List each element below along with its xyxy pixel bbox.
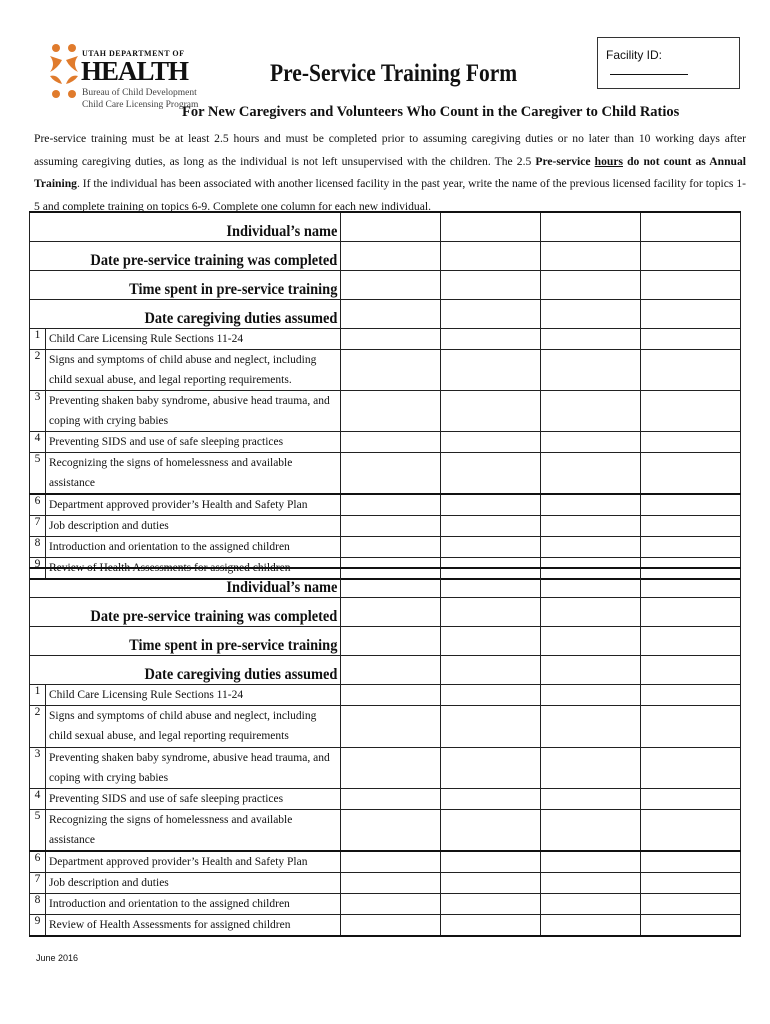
footer-date: June 2016 — [36, 953, 79, 963]
topic-text: Review of Health Assessments for assigned children — [46, 915, 341, 937]
entry-cell[interactable] — [541, 328, 641, 349]
topic-number: 9 — [30, 558, 46, 580]
entry-cell[interactable] — [341, 915, 441, 937]
topic-text: Department approved provider’s Health and Safety Plan — [46, 851, 341, 873]
topic-row — [30, 431, 741, 452]
entry-cell[interactable] — [341, 626, 441, 655]
entry-cell[interactable] — [441, 626, 541, 655]
entry-cell[interactable] — [641, 270, 741, 299]
entry-cell[interactable] — [341, 452, 441, 494]
topic-number: 7 — [30, 516, 46, 537]
topic-text: Preventing shaken baby syndrome, abusive head trauma, and coping with crying babies — [46, 390, 341, 431]
logo-program: Child Care Licensing Program — [82, 100, 199, 110]
entry-cell[interactable] — [641, 851, 741, 873]
entry-cell[interactable] — [541, 568, 641, 597]
entry-cell[interactable] — [441, 537, 541, 558]
header-label — [30, 655, 341, 684]
topic-text: Job description and duties — [46, 516, 341, 537]
entry-cell[interactable] — [641, 873, 741, 894]
topic-row — [30, 537, 741, 558]
entry-cell[interactable] — [341, 684, 441, 705]
entry-cell[interactable] — [641, 568, 741, 597]
entry-cell[interactable] — [341, 894, 441, 915]
entry-cell[interactable] — [341, 270, 441, 299]
entry-cell[interactable] — [641, 705, 741, 747]
page-subtitle: For New Caregivers and Volunteers Who Count in the Caregiver to Child Ratios — [182, 104, 680, 120]
header-row — [30, 299, 741, 328]
entry-cell[interactable] — [541, 597, 641, 626]
header-label — [30, 626, 341, 655]
topic-row — [30, 390, 741, 431]
entry-cell[interactable] — [541, 349, 641, 390]
entry-cell[interactable] — [341, 431, 441, 452]
logo-bureau: Bureau of Child Development — [82, 88, 197, 98]
header-label-text: Individual’s name — [225, 222, 338, 240]
entry-cell[interactable] — [441, 705, 541, 747]
entry-cell[interactable] — [341, 851, 441, 873]
topic-number: 2 — [30, 705, 46, 747]
entry-cell[interactable] — [341, 212, 441, 241]
header-label — [30, 597, 341, 626]
entry-cell[interactable] — [341, 568, 441, 597]
intro-text-1: Pre-service training must be at least 2.5 hours and must be completed prior to assuming caregiving duties or no later than 10 working days after assuming caregiving duties, as long as the individual is not left unsupervised with the children. The 2.5 — [34, 132, 746, 168]
header-label — [30, 299, 341, 328]
training-table-2 — [29, 567, 741, 937]
topic-number: 8 — [30, 894, 46, 915]
entry-cell[interactable] — [441, 328, 541, 349]
topic-row — [30, 809, 741, 851]
entry-cell[interactable] — [441, 349, 541, 390]
topic-row — [30, 851, 741, 873]
entry-cell[interactable] — [641, 212, 741, 241]
topic-text: Preventing SIDS and use of safe sleeping practices — [46, 788, 341, 809]
entry-cell[interactable] — [541, 809, 641, 851]
entry-cell[interactable] — [541, 537, 641, 558]
intro-paragraph — [34, 128, 746, 218]
entry-cell[interactable] — [641, 597, 741, 626]
header-label-text: Date caregiving duties assumed — [144, 309, 338, 327]
entry-cell[interactable] — [341, 873, 441, 894]
topic-text: Child Care Licensing Rule Sections 11-24 — [46, 328, 341, 349]
entry-cell[interactable] — [441, 851, 541, 873]
header-label-text: Date caregiving duties assumed — [144, 665, 338, 683]
topic-number: 1 — [30, 684, 46, 705]
entry-cell[interactable] — [341, 705, 441, 747]
entry-cell[interactable] — [341, 537, 441, 558]
topic-number: 8 — [30, 537, 46, 558]
topic-number: 9 — [30, 915, 46, 937]
entry-cell[interactable] — [641, 747, 741, 788]
topic-text: Signs and symptoms of child abuse and neglect, including child sexual abuse, and legal reporting requirements — [46, 705, 341, 747]
entry-cell[interactable] — [441, 747, 541, 788]
entry-cell[interactable] — [541, 915, 641, 937]
entry-cell[interactable] — [641, 915, 741, 937]
entry-cell[interactable] — [441, 894, 541, 915]
topic-row — [30, 452, 741, 494]
entry-cell[interactable] — [541, 655, 641, 684]
entry-cell[interactable] — [541, 241, 641, 270]
entry-cell[interactable] — [441, 390, 541, 431]
header-label — [30, 241, 341, 270]
entry-cell[interactable] — [441, 809, 541, 851]
entry-cell[interactable] — [641, 390, 741, 431]
entry-cell[interactable] — [541, 851, 641, 873]
intro-bold-2: do not count as Annual Training — [34, 154, 746, 190]
topic-text: Preventing shaken baby syndrome, abusive head trauma, and coping with crying babies — [46, 747, 341, 788]
entry-cell[interactable] — [341, 516, 441, 537]
entry-cell[interactable] — [641, 299, 741, 328]
topic-number: 4 — [30, 431, 46, 452]
topic-number: 1 — [30, 328, 46, 349]
entry-cell[interactable] — [641, 537, 741, 558]
entry-cell[interactable] — [641, 349, 741, 390]
topic-row — [30, 747, 741, 788]
header-label-text: Date pre-service training was completed — [90, 251, 338, 269]
facility-id-label: Facility ID: — [606, 48, 663, 62]
topic-row — [30, 349, 741, 390]
topic-row — [30, 873, 741, 894]
header-row — [30, 212, 741, 241]
entry-cell[interactable] — [541, 705, 641, 747]
logo-health: HEALTH — [81, 56, 189, 86]
topic-row — [30, 788, 741, 809]
entry-cell[interactable] — [541, 299, 641, 328]
entry-cell[interactable] — [641, 494, 741, 516]
topic-text: Introduction and orientation to the assigned children — [46, 537, 341, 558]
entry-cell[interactable] — [341, 747, 441, 788]
entry-cell[interactable] — [441, 873, 541, 894]
header-row — [30, 270, 741, 299]
topic-text: Review of Health Assessments for assigned children — [46, 558, 341, 580]
entry-cell[interactable] — [641, 894, 741, 915]
entry-cell[interactable] — [441, 494, 541, 516]
entry-cell[interactable] — [641, 684, 741, 705]
topic-number: 4 — [30, 788, 46, 809]
entry-cell[interactable] — [441, 431, 541, 452]
topic-text: Introduction and orientation to the assigned children — [46, 894, 341, 915]
entry-cell[interactable] — [641, 431, 741, 452]
header-row — [30, 241, 741, 270]
entry-cell[interactable] — [541, 452, 641, 494]
entry-cell[interactable] — [541, 626, 641, 655]
entry-cell[interactable] — [641, 516, 741, 537]
topic-text: Preventing SIDS and use of safe sleeping practices — [46, 431, 341, 452]
intro-bold-1: Pre-service — [535, 154, 591, 168]
topic-text: Department approved provider’s Health and Safety Plan — [46, 494, 341, 516]
header-label-text: Time spent in pre-service training — [128, 280, 338, 298]
entry-cell[interactable] — [541, 788, 641, 809]
header-label-text: Individual’s name — [225, 578, 338, 596]
entry-cell[interactable] — [641, 452, 741, 494]
entry-cell[interactable] — [441, 299, 541, 328]
entry-cell[interactable] — [341, 597, 441, 626]
entry-cell[interactable] — [341, 241, 441, 270]
topic-row — [30, 516, 741, 537]
header-row — [30, 626, 741, 655]
topic-number: 6 — [30, 851, 46, 873]
topic-number: 5 — [30, 452, 46, 494]
topic-number: 6 — [30, 494, 46, 516]
entry-cell[interactable] — [341, 655, 441, 684]
entry-cell[interactable] — [441, 684, 541, 705]
logo-dept: UTAH DEPARTMENT OF — [82, 49, 185, 58]
entry-cell[interactable] — [541, 431, 641, 452]
topic-row — [30, 915, 741, 937]
entry-cell[interactable] — [441, 915, 541, 937]
entry-cell[interactable] — [541, 747, 641, 788]
intro-text-2: . If the individual has been associated with another licensed facility in the past year, write the name of the previous licensed facility for topics 1-5 and complete training on topics 6-9. Complete one column for each new individual. — [34, 177, 746, 213]
entry-cell[interactable] — [441, 516, 541, 537]
entry-cell[interactable] — [441, 655, 541, 684]
entry-cell[interactable] — [541, 390, 641, 431]
intro-underline: hours — [594, 154, 623, 168]
topic-number: 7 — [30, 873, 46, 894]
entry-cell[interactable] — [641, 241, 741, 270]
entry-cell[interactable] — [441, 597, 541, 626]
topic-row — [30, 494, 741, 516]
header-label-text: Date pre-service training was completed — [90, 607, 338, 625]
entry-cell[interactable] — [441, 788, 541, 809]
entry-cell[interactable] — [541, 270, 641, 299]
entry-cell[interactable] — [341, 328, 441, 349]
header-row — [30, 655, 741, 684]
entry-cell[interactable] — [341, 349, 441, 390]
entry-cell[interactable] — [541, 684, 641, 705]
topic-number: 5 — [30, 809, 46, 851]
entry-cell[interactable] — [441, 568, 541, 597]
entry-cell[interactable] — [441, 452, 541, 494]
entry-cell[interactable] — [641, 328, 741, 349]
entry-cell[interactable] — [641, 809, 741, 851]
entry-cell[interactable] — [541, 873, 641, 894]
entry-cell[interactable] — [441, 241, 541, 270]
topic-text: Job description and duties — [46, 873, 341, 894]
entry-cell[interactable] — [441, 212, 541, 241]
header-row — [30, 597, 741, 626]
entry-cell[interactable] — [641, 655, 741, 684]
topic-number: 3 — [30, 390, 46, 431]
entry-cell[interactable] — [341, 494, 441, 516]
topic-text: Child Care Licensing Rule Sections 11-24 — [46, 684, 341, 705]
topic-number: 3 — [30, 747, 46, 788]
training-table-1 — [29, 211, 741, 580]
topic-text: Signs and symptoms of child abuse and neglect, including child sexual abuse, and legal reporting requirements. — [46, 349, 341, 390]
topic-row — [30, 328, 741, 349]
header-label — [30, 270, 341, 299]
header-row — [30, 568, 741, 597]
topic-row — [30, 684, 741, 705]
entry-cell[interactable] — [341, 788, 441, 809]
entry-cell[interactable] — [341, 809, 441, 851]
topic-row — [30, 894, 741, 915]
entry-cell[interactable] — [641, 788, 741, 809]
header-label — [30, 568, 341, 597]
entry-cell[interactable] — [541, 494, 641, 516]
header-label — [30, 212, 341, 241]
entry-cell[interactable] — [441, 270, 541, 299]
entry-cell[interactable] — [541, 516, 641, 537]
topic-row — [30, 705, 741, 747]
page-title: Pre-Service Training Form — [270, 60, 518, 87]
topic-number: 2 — [30, 349, 46, 390]
topic-text: Recognizing the signs of homelessness and available assistance — [46, 452, 341, 494]
entry-cell[interactable] — [341, 299, 441, 328]
entry-cell[interactable] — [641, 626, 741, 655]
entry-cell[interactable] — [541, 894, 641, 915]
topic-text: Recognizing the signs of homelessness and available assistance — [46, 809, 341, 851]
header-label-text: Time spent in pre-service training — [128, 636, 338, 654]
entry-cell[interactable] — [541, 212, 641, 241]
entry-cell[interactable] — [341, 390, 441, 431]
